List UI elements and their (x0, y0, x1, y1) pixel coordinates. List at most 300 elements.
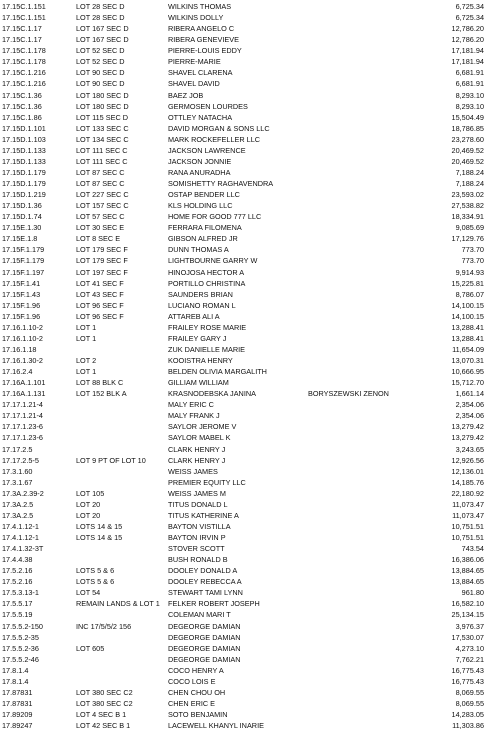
parcel-id: 17.8.1.4 (2, 676, 29, 686)
lot-description: LOT 90 SEC D (76, 79, 125, 89)
amount-due: 14,100.15 (451, 311, 484, 321)
parcel-id: 17.17.1.23-6 (2, 433, 43, 443)
co-owner-name: BORYSZEWSKI ZENON (308, 389, 389, 399)
parcel-id: 17.16A.1.131 (2, 389, 46, 399)
parcel-id: 17.15D.1.133 (2, 145, 46, 155)
owner-name: RIBERA ANGELO C (168, 24, 235, 34)
lot-description: LOT 96 SEC F (76, 311, 124, 321)
parcel-id: 17.4.1.32-3T (2, 544, 44, 554)
amount-due: 18,786.85 (451, 123, 484, 133)
table-row (0, 101, 488, 112)
lot-description: LOTS 5 & 6 (76, 566, 115, 576)
parcel-id: 17.16.1.10-2 (2, 322, 43, 332)
amount-due: 4,273.10 (455, 643, 484, 653)
table-row (0, 521, 488, 532)
lot-description: LOT 20 (76, 499, 101, 509)
lot-description: LOT 111 SEC C (76, 145, 128, 155)
amount-due: 8,293.10 (455, 101, 484, 111)
amount-due: 8,069.55 (455, 687, 484, 697)
amount-due: 9,914.93 (455, 267, 484, 277)
lot-description: LOT 380 SEC C2 (76, 698, 133, 708)
parcel-id: 17.5.5.2-36 (2, 643, 39, 653)
amount-due: 17,181.94 (451, 57, 484, 67)
lot-description: LOTS 5 & 6 (76, 577, 115, 587)
parcel-id: 17.16.2.4 (2, 367, 33, 377)
amount-due: 10,666.95 (451, 367, 484, 377)
table-row (0, 123, 488, 134)
lot-description: LOT 180 SEC D (76, 101, 129, 111)
owner-name: LUCIANO ROMAN L (168, 300, 236, 310)
lot-description: LOT 52 SEC D (76, 57, 125, 67)
table-row (0, 466, 488, 477)
amount-due: 15,225.81 (451, 278, 484, 288)
parcel-id: 17.15C.1.216 (2, 79, 46, 89)
amount-due: 3,976.37 (455, 621, 484, 631)
lot-description: LOT 227 SEC C (76, 190, 129, 200)
parcel-id: 17.15D.1.179 (2, 167, 46, 177)
lot-description: LOT 180 SEC D (76, 90, 129, 100)
parcel-id: 17.15D.1.133 (2, 156, 46, 166)
table-row (0, 67, 488, 78)
table-row (0, 621, 488, 632)
owner-name: COLEMAN MARI T (168, 610, 231, 620)
amount-due: 20,469.52 (451, 156, 484, 166)
owner-name: MARK ROCKEFELLER LLC (168, 134, 261, 144)
table-row (0, 576, 488, 587)
parcel-id: 17.15C.1.86 (2, 112, 42, 122)
table-row (0, 90, 488, 101)
table-row (0, 598, 488, 609)
parcel-id: 17.15C.1.178 (2, 57, 46, 67)
amount-due: 18,334.91 (451, 212, 484, 222)
parcel-id: 17.15D.1.179 (2, 179, 46, 188)
parcel-id: 17.15F.1.179 (2, 256, 45, 266)
amount-due: 3,243.65 (455, 444, 484, 454)
parcel-id: 17.17.1.21-4 (2, 400, 43, 410)
parcel-id: 17.89247 (2, 721, 33, 731)
table-row (0, 78, 488, 89)
parcel-id: 17.16A.1.101 (2, 378, 46, 388)
amount-due: 11,654.09 (452, 344, 484, 354)
table-row (0, 377, 488, 388)
lot-description: LOTS 14 & 15 (76, 533, 123, 542)
parcel-id: 17.15C.1.17 (2, 35, 42, 45)
table-row (0, 543, 488, 554)
amount-due: 2,354.06 (455, 400, 484, 410)
table-row (0, 654, 488, 665)
owner-name: CLARK HENRY J (168, 455, 226, 465)
amount-due: 14,100.15 (451, 300, 484, 310)
owner-name: LIGHTBOURNE GARRY W (168, 256, 258, 266)
parcel-id: 17.15F.1.43 (2, 289, 41, 299)
owner-name: SAYLOR MABEL K (168, 433, 231, 443)
owner-name: MALY FRANK J (168, 411, 220, 421)
table-row (0, 112, 488, 123)
parcel-id: 17.5.2.16 (2, 566, 33, 576)
lot-description: LOT 8 SEC E (76, 234, 121, 244)
owner-name: WILKINS DOLLY (168, 13, 224, 23)
owner-name: BAYTON IRVIN P (168, 533, 226, 542)
amount-due: 12,786.20 (451, 24, 484, 34)
parcel-id: 17.17.1.23-6 (2, 422, 43, 432)
amount-due: 9,085.69 (455, 223, 484, 233)
lot-description: INC 17/5/5/2 156 (76, 621, 132, 631)
owner-name: DOOLEY REBECCA A (168, 577, 242, 587)
owner-name: OTTLEY NATACHA (168, 112, 233, 122)
lot-description: LOT 152 BLK A (76, 389, 127, 399)
amount-due: 11,073.47 (452, 499, 484, 509)
parcel-id: 17.4.4.38 (2, 555, 33, 565)
parcel-id: 17.3A.2.5 (2, 499, 34, 509)
lot-description: LOT 52 SEC D (76, 46, 125, 56)
owner-name: DEGEORGE DAMIAN (168, 643, 241, 653)
parcel-id: 17.87831 (2, 687, 33, 697)
amount-due: 2,354.06 (455, 411, 484, 421)
owner-name: DAVID MORGAN & SONS LLC (168, 123, 270, 133)
amount-due: 8,069.55 (455, 698, 484, 708)
owner-name: KOOISTRA HENRY (168, 356, 233, 365)
owner-name: RANA ANURADHA (168, 167, 231, 177)
owner-name: PORTILLO CHRISTINA (168, 278, 246, 288)
lot-description: LOT 1 (76, 322, 97, 332)
owner-name: COCO HENRY A (168, 665, 224, 675)
lot-description: LOT 1 (76, 333, 97, 343)
parcel-id: 17.5.5.2-46 (2, 654, 39, 664)
owner-name: FRAILEY ROSE MARIE (168, 322, 247, 332)
amount-due: 13,070.31 (451, 356, 484, 365)
table-row (0, 609, 488, 620)
owner-name: DOOLEY DONALD A (168, 566, 238, 576)
amount-due: 16,386.06 (451, 555, 484, 565)
parcel-id: 17.15C.1.216 (2, 68, 46, 78)
parcel-id: 17.15C.1.36 (2, 101, 42, 111)
lot-description: LOT 43 SEC F (76, 289, 124, 299)
amount-due: 6,681.91 (455, 68, 484, 78)
owner-name: BAYTON VISTILLA (168, 521, 231, 531)
lot-description: LOT 9 PT OF LOT 10 (76, 455, 146, 465)
table-row (0, 211, 488, 222)
amount-due: 23,278.60 (451, 134, 484, 144)
amount-due: 13,288.41 (451, 322, 484, 332)
table-row (0, 200, 488, 211)
table-row (0, 333, 488, 344)
table-row (0, 300, 488, 311)
lot-description: LOT 20 (76, 510, 101, 520)
parcel-id: 17.4.1.12-1 (2, 533, 39, 542)
lot-description: LOT 167 SEC D (76, 35, 129, 45)
parcel-id: 17.3.1.67 (2, 477, 33, 487)
lot-description: LOT 167 SEC D (76, 24, 129, 34)
owner-name: JACKSON LAWRENCE (168, 145, 246, 155)
parcel-id: 17.8.1.4 (2, 665, 29, 675)
lot-description: LOT 28 SEC D (76, 13, 125, 23)
table-row (0, 532, 488, 543)
owner-name: SOMISHETTY RAGHAVENDRA (168, 179, 274, 188)
lot-description: LOT 54 (76, 588, 101, 598)
lot-description: LOT 111 SEC C (76, 156, 128, 166)
amount-due: 23,593.02 (451, 190, 484, 200)
amount-due: 25,134.15 (451, 610, 484, 620)
owner-name: STEWART TAMI LYNN (168, 588, 243, 598)
owner-name: KLS HOLDING LLC (168, 201, 233, 211)
lot-description: LOT 41 SEC F (76, 278, 124, 288)
table-row (0, 410, 488, 421)
owner-name: DUNN THOMAS A (168, 245, 229, 255)
table-row (0, 344, 488, 355)
parcel-id: 17.87831 (2, 698, 33, 708)
amount-due: 7,188.24 (455, 167, 484, 177)
owner-name: SHAVEL DAVID (168, 79, 220, 89)
owner-name: JACKSON JONNIE (168, 156, 232, 166)
table-row (0, 289, 488, 300)
owner-name: SOTO BENJAMIN (168, 710, 228, 719)
owner-name: PREMIER EQUITY LLC (168, 477, 246, 487)
parcel-id: 17.15F.1.179 (2, 245, 45, 255)
amount-due: 13,279.42 (451, 422, 484, 432)
table-row (0, 267, 488, 278)
owner-name: FRAILEY GARY J (168, 333, 227, 343)
table-row (0, 12, 488, 23)
owner-name: DEGEORGE DAMIAN (168, 621, 241, 631)
table-row (0, 178, 488, 189)
table-row (0, 45, 488, 56)
owner-name: HINOJOSA HECTOR A (168, 267, 245, 277)
parcel-id: 17.16.1.30-2 (2, 356, 43, 365)
table-row (0, 156, 488, 167)
amount-due: 17,530.07 (451, 632, 484, 642)
amount-due: 17,181.94 (451, 46, 484, 56)
parcel-id: 17.4.1.12-1 (2, 521, 39, 531)
owner-name: BELDEN OLIVIA MARGALITH (168, 367, 267, 377)
parcel-id: 17.3A.2.5 (2, 510, 34, 520)
parcel-id: 17.3.1.60 (2, 466, 33, 476)
table-row (0, 565, 488, 576)
table-row (0, 676, 488, 687)
owner-name: RIBERA GENEVIEVE (168, 35, 239, 45)
amount-due: 27,538.82 (451, 201, 484, 211)
owner-name: BUSH RONALD B (168, 555, 228, 565)
owner-name: WILKINS THOMAS (168, 2, 232, 11)
table-row (0, 421, 488, 432)
owner-name: CHEN CHOU OH (168, 687, 226, 697)
owner-name: OSTAP BENDER LLC (168, 190, 240, 200)
owner-name: WEISS JAMES M (168, 488, 226, 498)
table-row (0, 698, 488, 709)
parcel-id: 17.17.2.5-5 (2, 455, 39, 465)
amount-due: 17,129.76 (451, 234, 484, 244)
parcel-id: 17.16.1.18 (2, 344, 37, 354)
parcel-id: 17.15C.1.178 (2, 46, 46, 56)
table-row (0, 709, 488, 720)
parcel-id: 17.15F.1.96 (2, 300, 41, 310)
table-row (0, 665, 488, 676)
lot-description: LOT 157 SEC C (76, 201, 129, 211)
amount-due: 16,582.10 (451, 599, 484, 609)
owner-name: GERMOSEN LOURDES (168, 101, 248, 111)
lot-description: REMAIN LANDS & LOT 1 (76, 599, 160, 609)
amount-due: 11,303.86 (452, 721, 484, 731)
parcel-id: 17.15C.1.36 (2, 90, 42, 100)
parcel-id: 17.15D.1.103 (2, 134, 46, 144)
parcel-id: 17.15C.1.151 (2, 13, 46, 23)
parcel-id: 17.5.5.2-35 (2, 632, 39, 642)
table-row (0, 145, 488, 156)
table-row (0, 632, 488, 643)
table-row (0, 510, 488, 521)
amount-due: 14,185.76 (451, 477, 484, 487)
amount-due: 20,469.52 (451, 145, 484, 155)
lot-description: LOT 179 SEC F (76, 245, 128, 255)
amount-due: 743.54 (461, 544, 484, 554)
amount-due: 22,180.92 (451, 488, 484, 498)
table-row (0, 322, 488, 333)
lot-description: LOT 115 SEC D (76, 112, 129, 122)
amount-due: 961.80 (461, 588, 484, 598)
lot-description: LOT 105 (76, 488, 105, 498)
lot-description: LOT 57 SEC C (76, 212, 125, 222)
parcel-id: 17.15D.1.74 (2, 212, 42, 222)
owner-name: WEISS JAMES (168, 466, 218, 476)
table-row (0, 1, 488, 12)
owner-name: COCO LOIS E (168, 676, 216, 686)
owner-name: DEGEORGE DAMIAN (168, 654, 241, 664)
lot-description: LOT 2 (76, 356, 97, 365)
parcel-id: 17.15D.1.101 (2, 123, 46, 133)
amount-due: 6,725.34 (455, 2, 484, 11)
parcel-id: 17.15F.1.96 (2, 311, 41, 321)
owner-name: ZUK DANIELLE MARIE (168, 344, 246, 354)
table-row (0, 477, 488, 488)
parcel-id: 17.15F.1.41 (2, 278, 41, 288)
owner-name: ATTAREB ALI A (168, 311, 220, 321)
amount-due: 13,884.65 (451, 577, 484, 587)
table-row (0, 278, 488, 289)
amount-due: 7,188.24 (455, 179, 484, 188)
parcel-id: 17.3A.2.39-2 (2, 488, 44, 498)
parcel-id: 17.15E.1.30 (2, 223, 42, 233)
owner-name: FELKER ROBERT JOSEPH (168, 599, 260, 609)
amount-due: 773.70 (461, 256, 484, 266)
lot-description: LOT 179 SEC F (76, 256, 128, 266)
lot-description: LOTS 14 & 15 (76, 521, 123, 531)
lot-description: LOT 605 (76, 643, 105, 653)
table-row (0, 587, 488, 598)
table-row (0, 34, 488, 45)
owner-name: SHAVEL CLARENA (168, 68, 233, 78)
owner-name: HOME FOR GOOD 777 LLC (168, 212, 262, 222)
parcel-id: 17.15E.1.8 (2, 234, 38, 244)
table-row (0, 56, 488, 67)
owner-name: DEGEORGE DAMIAN (168, 632, 241, 642)
table-row (0, 355, 488, 366)
table-row (0, 388, 488, 399)
parcel-id: 17.15F.1.197 (2, 267, 45, 277)
table-row (0, 455, 488, 466)
parcel-id: 17.5.3.13-1 (2, 588, 39, 598)
parcel-id: 17.15C.1.17 (2, 24, 42, 34)
table-row (0, 23, 488, 34)
owner-name: LACEWELL KHANYL INARIE (168, 721, 264, 731)
owner-name: PIERRE-LOUIS EDDY (168, 46, 242, 56)
table-row (0, 311, 488, 322)
amount-due: 7,762.21 (455, 654, 484, 664)
table-row (0, 189, 488, 200)
parcel-id: 17.5.5.2-150 (2, 621, 43, 631)
table-row (0, 222, 488, 233)
owner-name: TITUS KATHERINE A (168, 510, 239, 520)
owner-name: CLARK HENRY J (168, 444, 226, 454)
parcel-id: 17.16.1.10-2 (2, 333, 43, 343)
amount-due: 8,293.10 (455, 90, 484, 100)
amount-due: 12,926.56 (451, 455, 484, 465)
table-row (0, 167, 488, 178)
amount-due: 12,136.01 (451, 466, 484, 476)
lot-description: LOT 133 SEC C (76, 123, 129, 133)
owner-name: SAUNDERS BRIAN (168, 289, 233, 299)
parcel-id: 17.5.2.16 (2, 577, 33, 587)
lot-description: LOT 1 (76, 367, 97, 377)
amount-due: 15,712.70 (451, 378, 484, 388)
amount-due: 13,288.41 (451, 333, 484, 343)
owner-name: PIERRE-MARIE (168, 57, 221, 67)
amount-due: 1,661.14 (455, 389, 484, 399)
table-row (0, 255, 488, 266)
amount-due: 6,681.91 (455, 79, 484, 89)
amount-due: 16,775.43 (451, 676, 484, 686)
amount-due: 12,786.20 (451, 35, 484, 45)
table-row (0, 687, 488, 698)
table-row (0, 720, 488, 731)
lot-description: LOT 87 SEC C (76, 167, 125, 177)
owner-name: CHEN ERIC E (168, 698, 216, 708)
amount-due: 16,775.43 (451, 665, 484, 675)
parcel-id: 17.15D.1.36 (2, 201, 42, 211)
parcel-id: 17.17.1.21-4 (2, 411, 43, 421)
owner-name: KRASNODEBSKA JANINA (168, 389, 256, 399)
amount-due: 13,279.42 (451, 433, 484, 443)
parcel-id: 17.17.2.5 (2, 444, 33, 454)
table-row (0, 399, 488, 410)
amount-due: 14,283.05 (451, 710, 484, 719)
owner-name: MALY ERIC C (168, 400, 214, 410)
owner-name: STOVER SCOTT (168, 544, 225, 554)
parcel-id: 17.15D.1.219 (2, 190, 46, 200)
table-row (0, 233, 488, 244)
amount-due: 10,751.51 (451, 533, 484, 542)
table-row (0, 554, 488, 565)
amount-due: 13,884.65 (451, 566, 484, 576)
amount-due: 6,725.34 (455, 13, 484, 23)
amount-due: 11,073.47 (452, 510, 484, 520)
owner-name: GIBSON ALFRED JR (168, 234, 238, 244)
lot-description: LOT 4 SEC B 1 (76, 710, 127, 719)
lot-description: LOT 42 SEC B 1 (76, 721, 131, 731)
amount-due: 8,786.07 (455, 289, 484, 299)
lot-description: LOT 380 SEC C2 (76, 687, 133, 697)
lot-description: LOT 87 SEC C (76, 179, 125, 188)
parcel-id: 17.89209 (2, 710, 33, 719)
lot-description: LOT 96 SEC F (76, 300, 124, 310)
lot-description: LOT 28 SEC D (76, 2, 125, 11)
lot-description: LOT 90 SEC D (76, 68, 125, 78)
amount-due: 15,504.49 (451, 112, 484, 122)
amount-due: 773.70 (461, 245, 484, 255)
owner-name: SAYLOR JEROME V (168, 422, 237, 432)
lot-description: LOT 30 SEC E (76, 223, 125, 233)
lot-description: LOT 197 SEC F (76, 267, 128, 277)
table-row (0, 444, 488, 455)
table-row (0, 432, 488, 443)
